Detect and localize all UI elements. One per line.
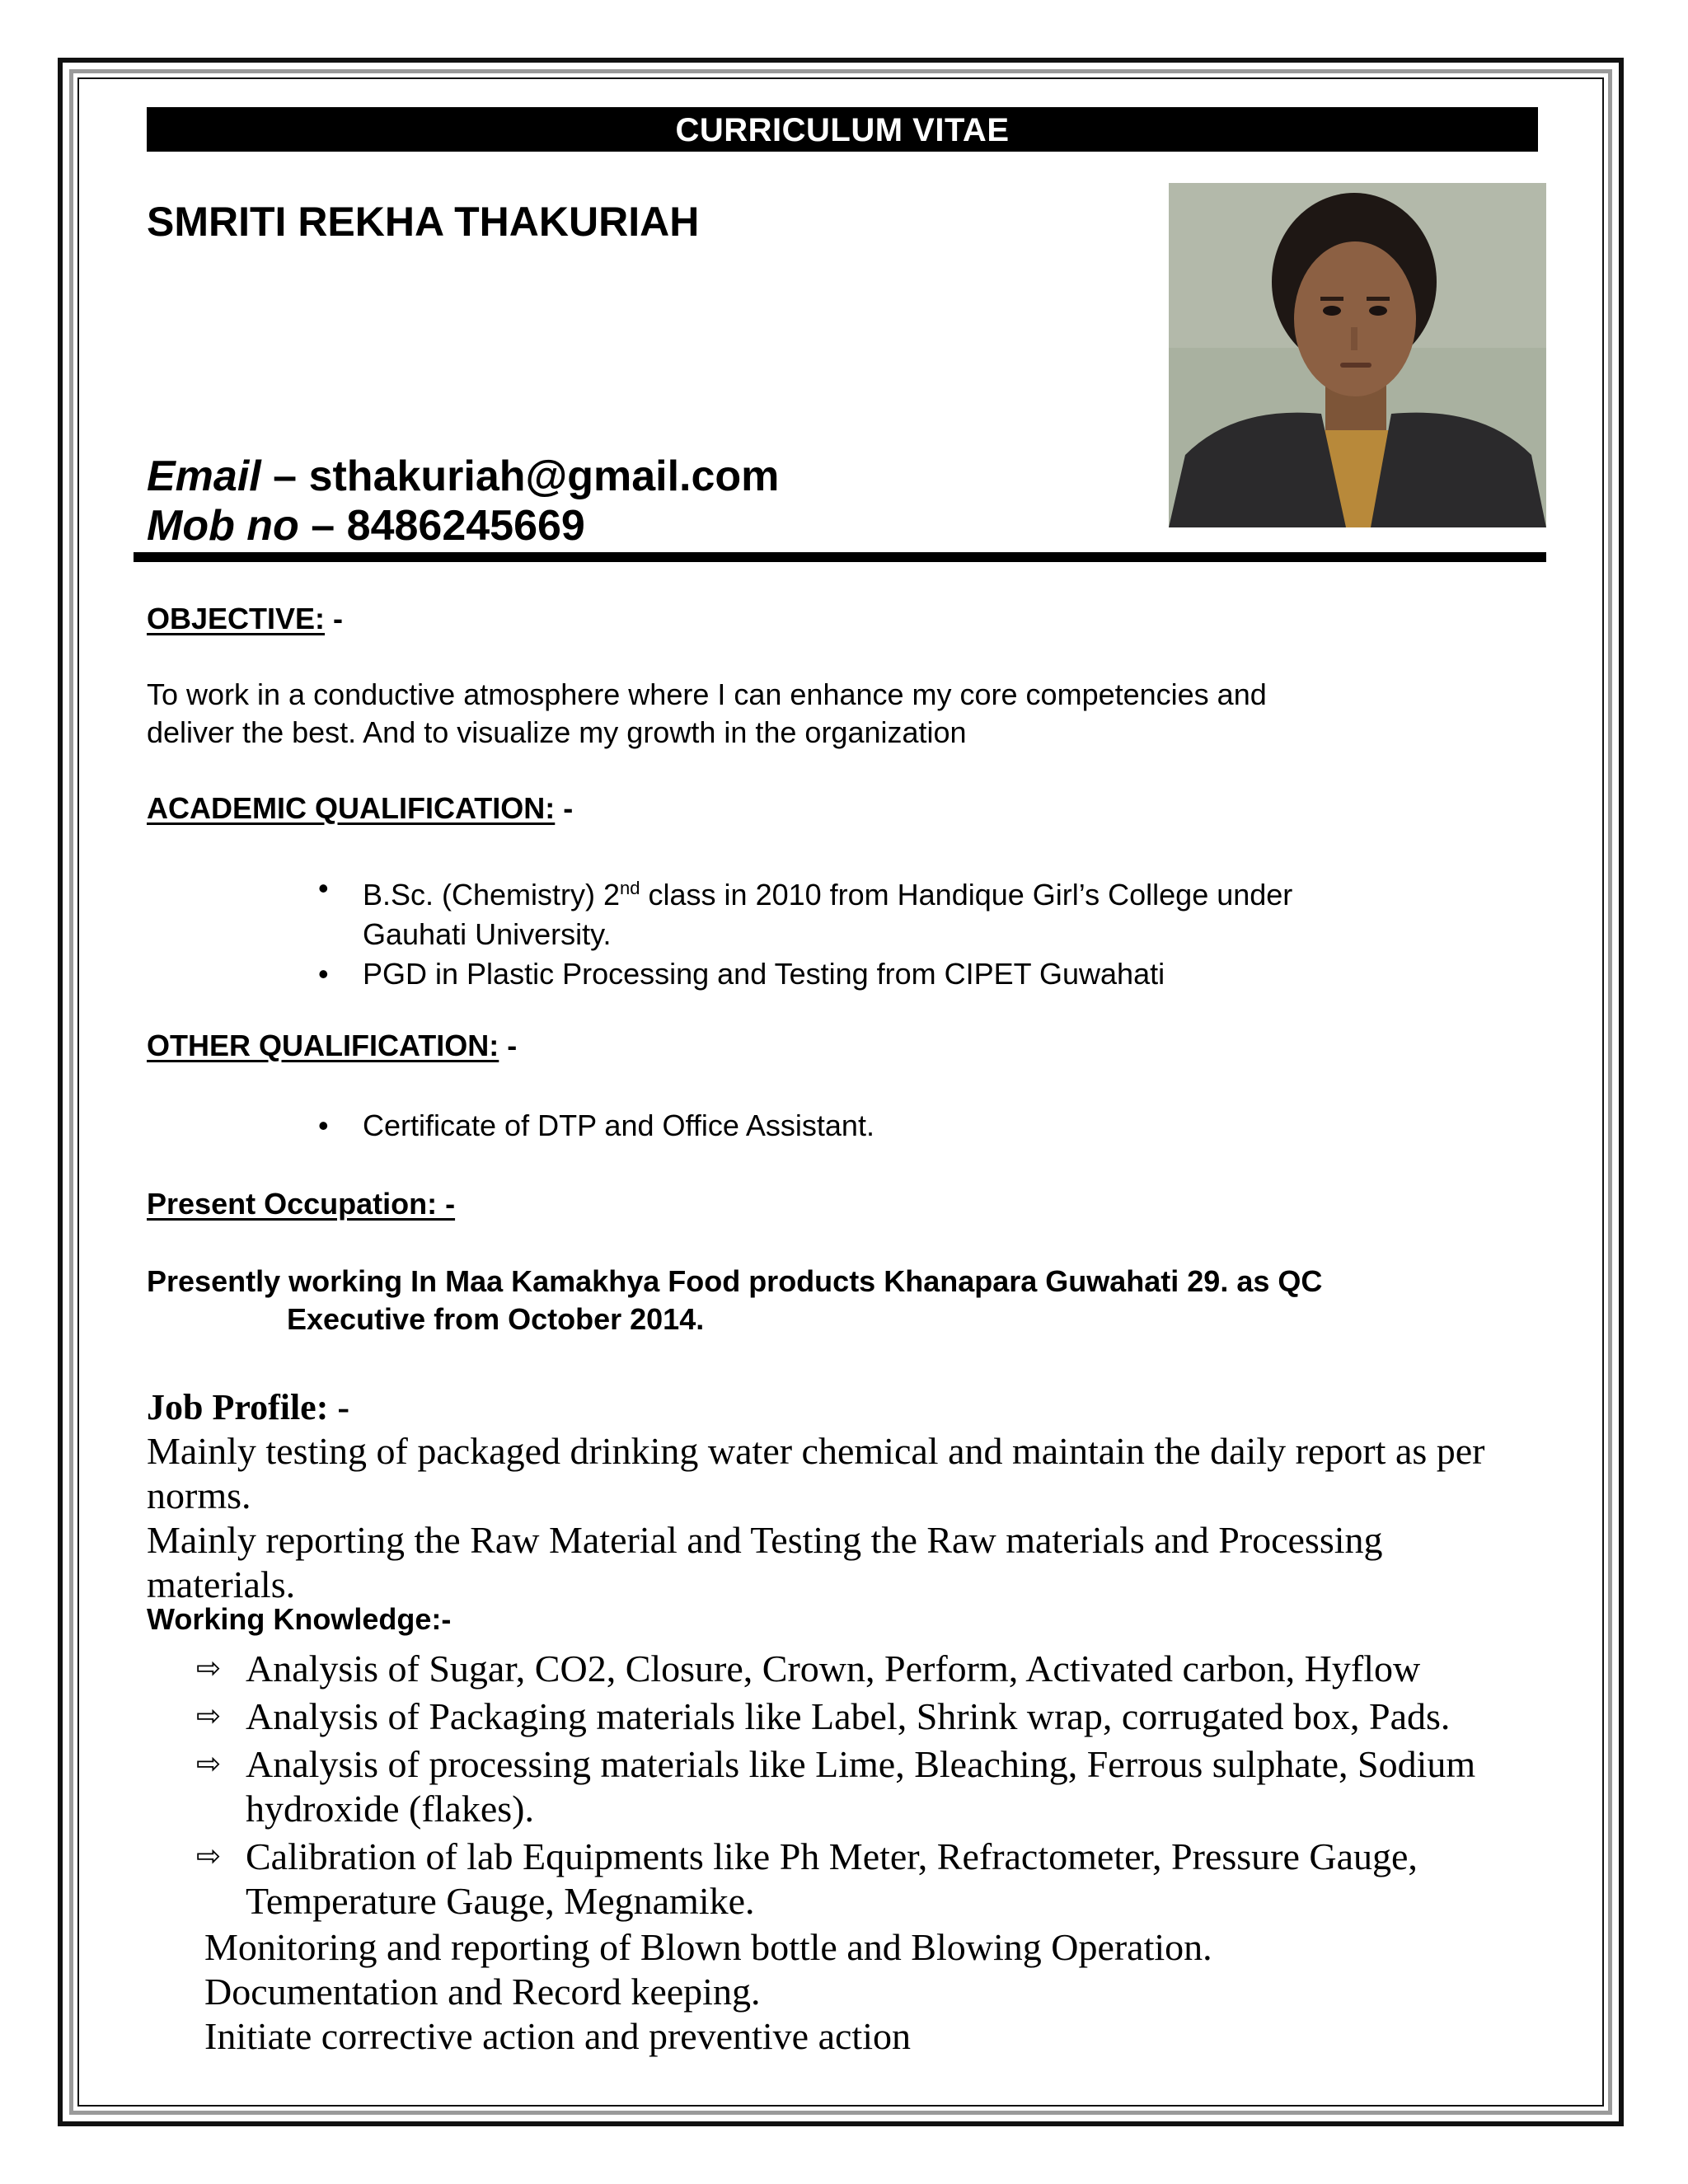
other-heading [147, 1029, 517, 1063]
other-item [318, 1106, 1449, 1146]
arrow-right-icon: ⇨ [196, 1652, 222, 1685]
knowledge-item [196, 1647, 1531, 1691]
academic-item-text-line2: Gauhati University. [363, 917, 612, 951]
cv-title: CURRICULUM VITAE [147, 107, 1538, 152]
knowledge-item-text-line2: hydroxide (flakes). [246, 1788, 534, 1830]
occupation-heading [147, 1187, 455, 1221]
extra-duty-line: Monitoring and reporting of Blown bottle and Blowing Operation. [204, 1926, 1212, 1968]
arrow-right-icon: ⇨ [196, 1699, 222, 1733]
mobile-separator: – [298, 502, 347, 550]
academic-item-text: PGD in Plastic Processing and Testing from CIPET Guwahati [363, 957, 1165, 991]
academic-heading [147, 791, 573, 826]
bullet-icon: • [318, 1108, 329, 1142]
mobile-value: 8486245669 [346, 502, 585, 550]
bullet-icon: • [318, 957, 329, 991]
portrait-image [1169, 183, 1546, 527]
occupation-text [147, 1263, 1548, 1338]
knowledge-item-text: Calibration of lab Equipments like Ph Meter, Refractometer, Pressure Gauge, [246, 1835, 1418, 1877]
mobile-line [147, 501, 585, 551]
arrow-right-icon: ⇨ [196, 1840, 222, 1873]
profile-photo [1169, 183, 1546, 527]
mobile-label: Mob no [147, 502, 299, 550]
email-label: Email [147, 452, 261, 500]
other-item-text: Certificate of DTP and Office Assistant. [363, 1108, 874, 1142]
occupation-heading-label: Present Occupation: - [147, 1187, 456, 1221]
other-heading-label: OTHER QUALIFICATION: [147, 1029, 499, 1062]
occupation-line: Executive from October 2014. [287, 1302, 705, 1336]
objective-heading-label: OBJECTIVE: [147, 602, 326, 635]
extra-duty-line: Initiate corrective action and preventive action [204, 2015, 911, 2057]
objective-line: deliver the best. And to visualize my growth in the organization [147, 715, 967, 749]
objective-text [147, 676, 1531, 752]
job-profile-text [147, 1429, 1540, 1607]
working-knowledge-heading: Working Knowledge:- [147, 1602, 452, 1636]
candidate-name: SMRITI REKHA THAKURIAH [147, 199, 700, 245]
email-line [147, 452, 779, 501]
job-profile-line: Mainly reporting the Raw Material and Testing the Raw materials and Processing [147, 1519, 1383, 1561]
job-profile-heading: Job Profile: - [147, 1387, 350, 1427]
academic-item [318, 954, 1449, 994]
occupation-line: Presently working In Maa Kamakhya Food products Khanapara Guwahati 29. as QC [147, 1264, 1323, 1298]
bullet-icon: • [318, 871, 329, 905]
extra-duty-line: Documentation and Record keeping. [204, 1971, 761, 2013]
knowledge-item [196, 1835, 1531, 1924]
knowledge-item-text: Analysis of processing materials like Lime, Bleaching, Ferrous sulphate, Sodium [246, 1743, 1476, 1785]
academic-list [318, 869, 1449, 994]
academic-item-text: B.Sc. (Chemistry) 2 [363, 878, 621, 912]
objective-line: To work in a conductive atmosphere where I can enhance my core competencies and [147, 677, 1267, 711]
working-knowledge-extra [204, 1925, 1523, 2059]
objective-heading-suffix: - [325, 602, 344, 635]
email-value: sthakuriah@gmail.com [308, 452, 780, 500]
working-knowledge-list [196, 1647, 1531, 1927]
academic-item-text-cont: class in 2010 from Handique Girl’s College under [640, 878, 1293, 912]
job-profile-line: norms. [147, 1474, 251, 1516]
knowledge-item-text-line2: Temperature Gauge, Megnamike. [246, 1880, 755, 1922]
knowledge-item [196, 1742, 1531, 1831]
email-separator: – [260, 452, 309, 500]
knowledge-item [196, 1694, 1531, 1739]
header-divider [134, 552, 1546, 562]
academic-item-superscript: nd [620, 878, 640, 898]
job-profile-line: materials. [147, 1563, 296, 1605]
other-list [318, 1106, 1449, 1146]
knowledge-item-text: Analysis of Packaging materials like Label, Shrink wrap, corrugated box, Pads. [246, 1695, 1451, 1737]
knowledge-item-text: Analysis of Sugar, CO2, Closure, Crown, Perform, Activated carbon, Hyflow [246, 1647, 1421, 1690]
arrow-right-icon: ⇨ [196, 1747, 222, 1781]
objective-heading [147, 602, 343, 636]
academic-heading-label: ACADEMIC QUALIFICATION: [147, 791, 556, 825]
academic-heading-suffix: - [555, 791, 574, 825]
job-profile-line: Mainly testing of packaged drinking water chemical and maintain the daily report as per [147, 1430, 1485, 1472]
academic-item [318, 869, 1449, 954]
other-heading-suffix: - [499, 1029, 518, 1062]
